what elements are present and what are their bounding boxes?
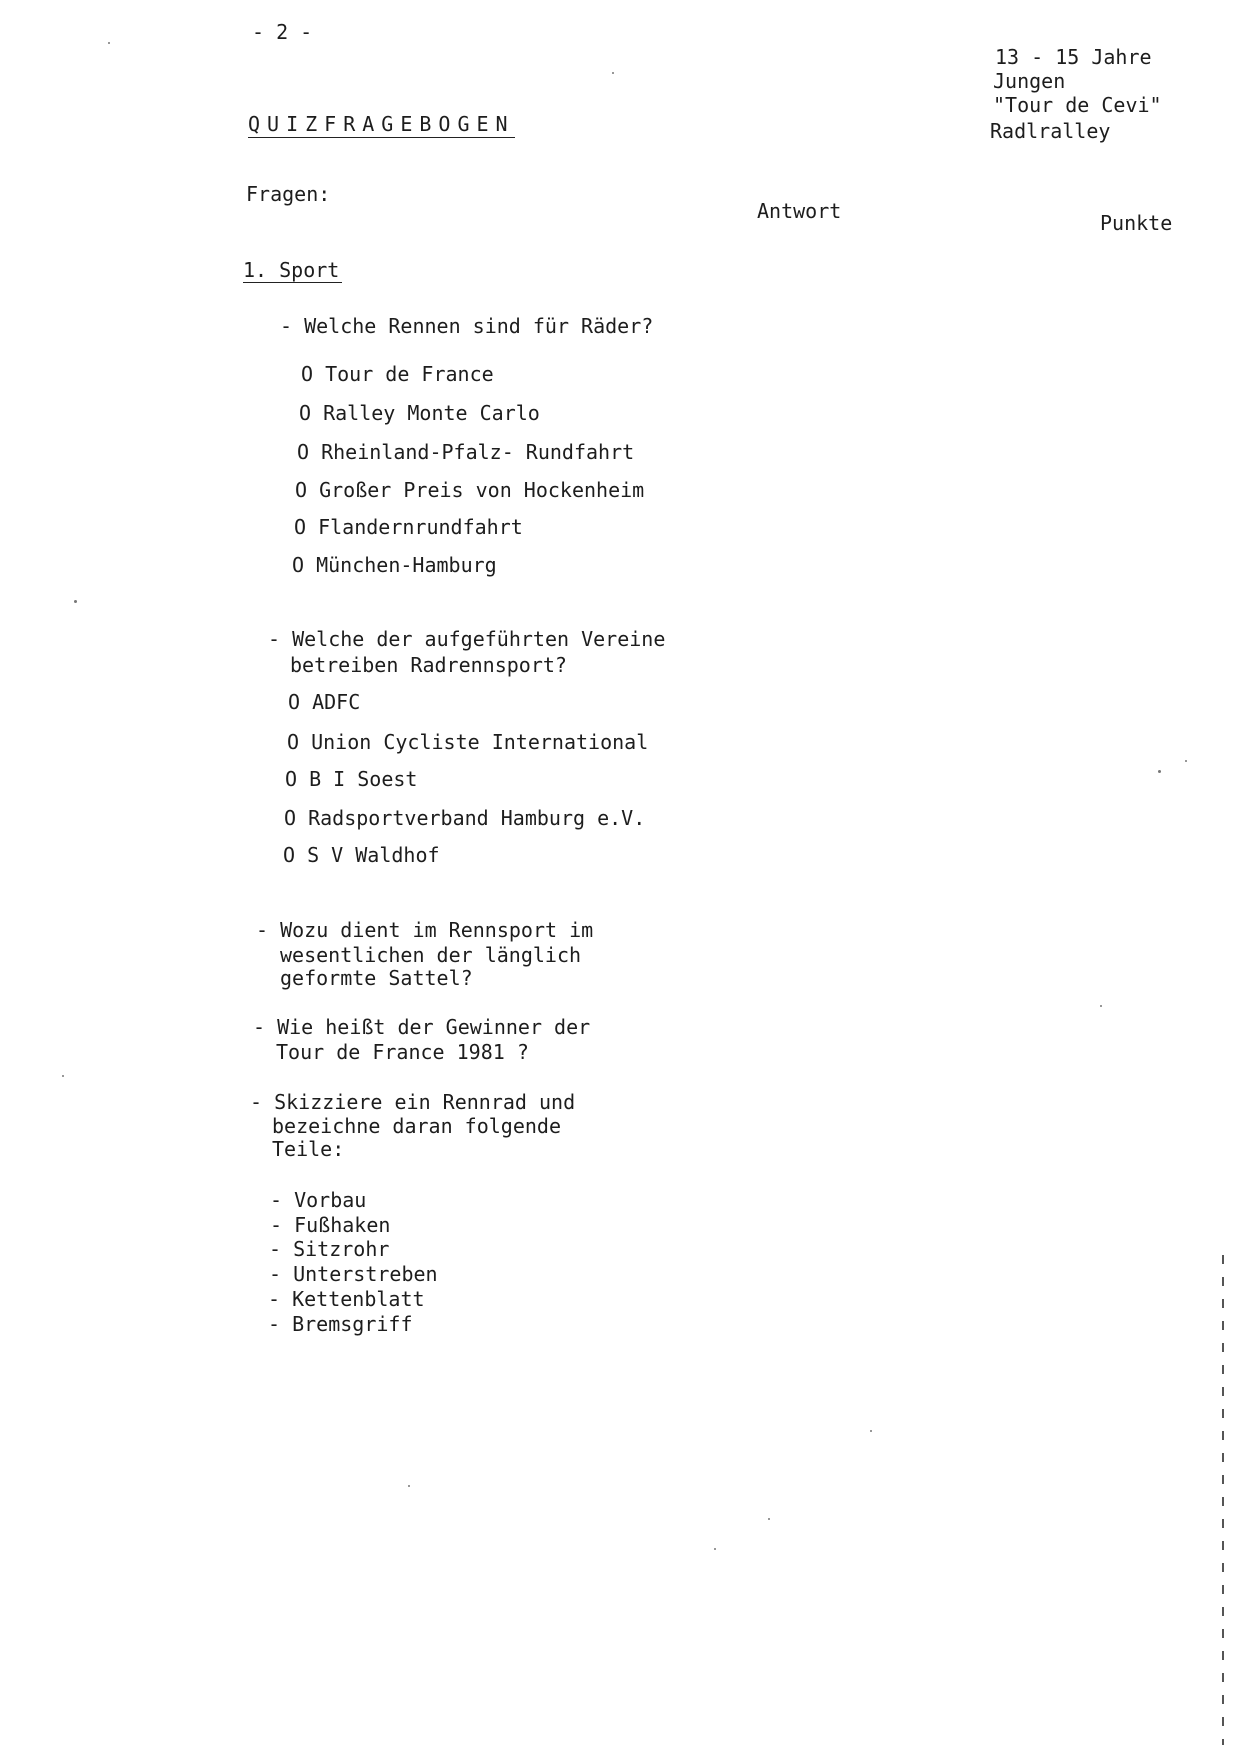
answer-option: O Radsportverband Hamburg e.V.: [284, 806, 646, 830]
answer-option: O S V Waldhof: [283, 843, 440, 867]
header-event: "Tour de Cevi": [993, 93, 1162, 117]
header-age: 13 - 15 Jahre: [995, 45, 1152, 69]
scan-speck: [612, 72, 614, 74]
scan-edge-mark: [1222, 1255, 1224, 1745]
section-heading: 1. Sport: [243, 258, 342, 283]
scan-speck: [108, 42, 110, 44]
page-number: - 2 -: [252, 20, 313, 44]
question-text: - Welche der aufgeführten Vereine: [268, 627, 666, 651]
question-text: - Welche Rennen sind für Räder?: [280, 314, 654, 338]
scan-speck: [62, 1075, 64, 1077]
answer-option: O München-Hamburg: [292, 553, 497, 577]
scan-speck: [870, 1430, 872, 1432]
part-item: - Fußhaken: [270, 1213, 391, 1237]
part-item: - Sitzrohr: [269, 1237, 390, 1261]
answer-option: O Union Cycliste International: [287, 730, 649, 754]
question-text: - Skizziere ein Rennrad und: [250, 1090, 576, 1114]
page-title: QUIZFRAGEBOGEN: [248, 112, 515, 136]
header-group: Jungen: [993, 69, 1066, 93]
scan-speck: [768, 1518, 770, 1520]
scan-speck: [1158, 770, 1161, 773]
part-item: - Unterstreben: [269, 1262, 438, 1286]
scan-speck: [1100, 1005, 1102, 1007]
part-item: - Kettenblatt: [268, 1287, 425, 1311]
scan-speck: [74, 600, 77, 603]
answer-option: O Flandernrundfahrt: [294, 515, 523, 539]
answer-option: O Rheinland-Pfalz- Rundfahrt: [297, 440, 635, 464]
question-text: Tour de France 1981 ?: [276, 1040, 529, 1064]
question-text: bezeichne daran folgende: [272, 1114, 561, 1138]
question-text: Teile:: [272, 1137, 345, 1161]
scan-speck: [714, 1548, 716, 1550]
part-item: - Bremsgriff: [268, 1312, 413, 1336]
part-item: - Vorbau: [270, 1188, 367, 1212]
question-text: - Wozu dient im Rennsport im: [256, 918, 594, 942]
scan-speck: [408, 1485, 410, 1487]
answer-option: O ADFC: [288, 690, 361, 714]
scan-speck: [1185, 760, 1187, 762]
answer-option: O Ralley Monte Carlo: [299, 401, 540, 425]
column-points: Punkte: [1100, 211, 1173, 235]
header-type: Radlralley: [990, 119, 1111, 143]
question-text: wesentlichen der länglich: [280, 943, 582, 967]
question-text: geformte Sattel?: [280, 966, 473, 990]
answer-option: O B I Soest: [285, 767, 418, 791]
answer-option: O Großer Preis von Hockenheim: [295, 478, 645, 502]
answer-option: O Tour de France: [301, 362, 494, 386]
question-text: betreiben Radrennsport?: [290, 653, 567, 677]
column-answer: Antwort: [757, 199, 842, 223]
column-questions: Fragen:: [246, 182, 331, 206]
question-text: - Wie heißt der Gewinner der: [253, 1015, 591, 1039]
